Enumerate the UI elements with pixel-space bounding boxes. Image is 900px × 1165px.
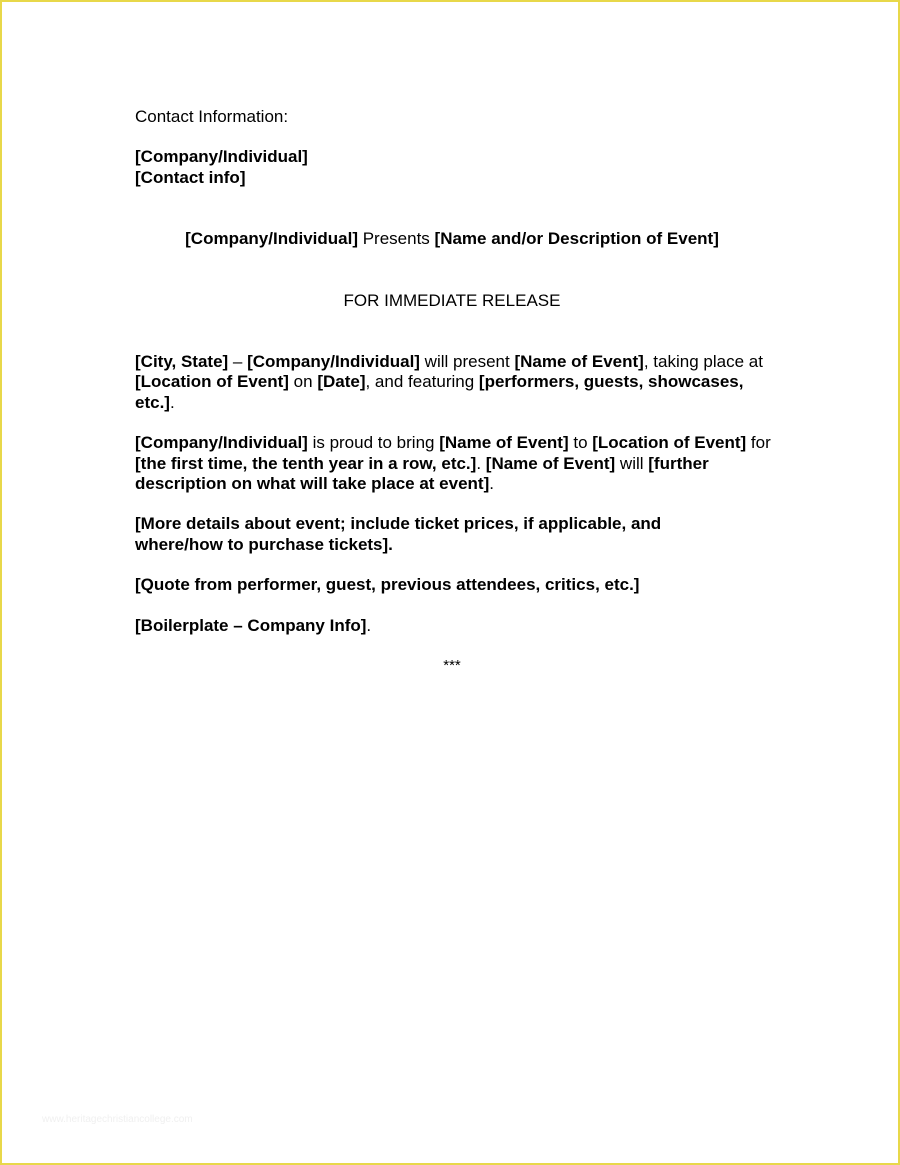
paragraph-2: [Company/Individual] is proud to bring [Name of Event] to [Location of Event] for [the first time, the tenth year in a row, etc.]. [Name of Event] will [further description on what will take place at event].: [135, 433, 771, 494]
paragraph-5: [Boilerplate – Company Info].: [135, 615, 372, 635]
headline-event: [Name and/or Description of Event]: [434, 229, 719, 249]
contact-label: Contact Information:: [135, 107, 289, 126]
end-marker: ***: [443, 657, 461, 675]
release-line: FOR IMMEDIATE RELEASE: [343, 290, 561, 310]
headline-company: [Company/Individual]: [185, 229, 358, 249]
document-body: [135, 107, 775, 677]
contact-block: [135, 147, 775, 188]
headline: [135, 229, 769, 249]
contact-company: [Company/Individual]: [135, 147, 308, 167]
paragraph-1: [City, State] – [Company/Individual] will present [Name of Event], taking place at [Location of Event] on [Date], and featuring [performers, guests, showcases, etc.].: [135, 352, 763, 412]
headline-presents: Presents: [357, 229, 435, 249]
paragraph-3: [More details about event; include ticket prices, if applicable, and where/how to purchase tickets].: [135, 514, 662, 554]
paragraph-4: [Quote from performer, guest, previous attendees, critics, etc.]: [135, 575, 640, 595]
watermark: www.heritagechristiancollege.com: [42, 1114, 193, 1125]
contact-info: [Contact info]: [135, 167, 246, 187]
